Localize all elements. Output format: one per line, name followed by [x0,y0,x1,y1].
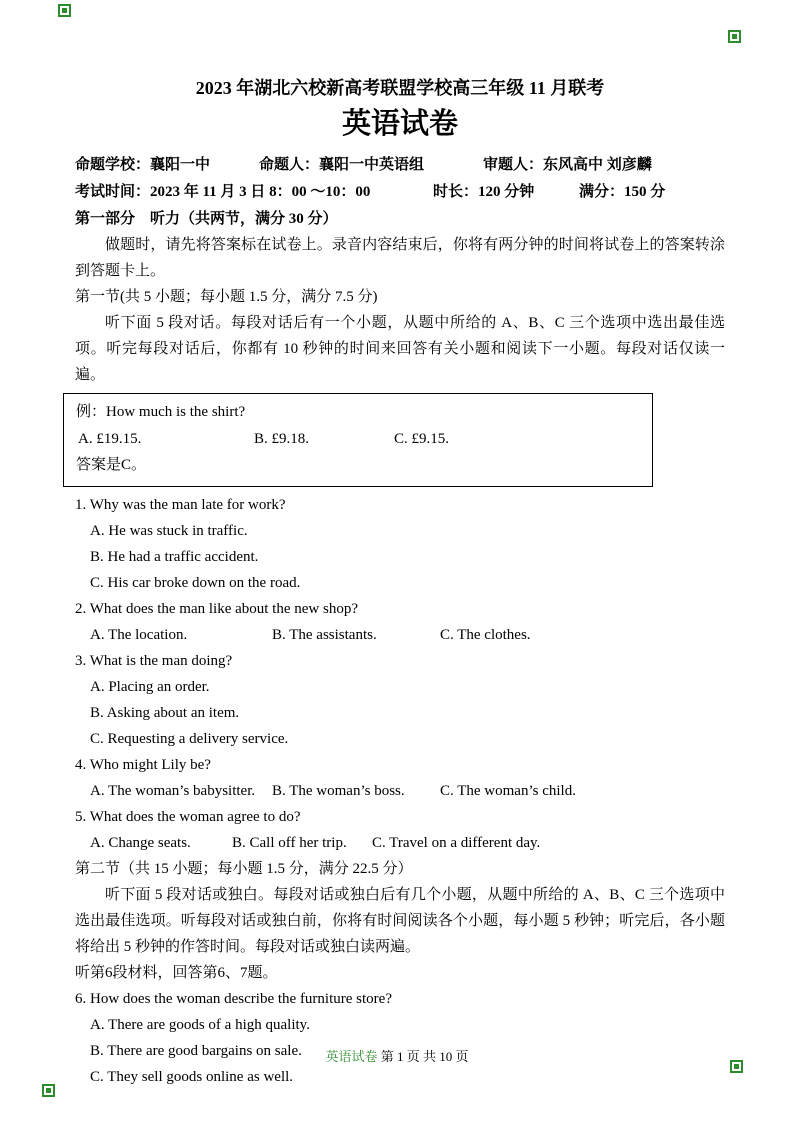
registration-mark-top-right [728,30,741,43]
question-2-text: 2. What does the man like about the new shop? [75,601,358,617]
exam-time: 考试时间：2023 年 11 月 3 日 8：00 ～10：00 [75,184,371,200]
question-4 [75,752,725,804]
page-footer [0,1048,794,1066]
question-2-option-b: B. The assistants. [272,627,377,643]
section1-instructions: 听下面 5 段对话。每段对话后有一个小题，从题中所给的 A、B、C 三个选项中选出最佳选项。听完每段对话后，你都有 10 秒钟的时间来回答有关小题和阅读下一小题。每段对话仅读一遍。 [75,315,725,383]
question-6-option-c: C. They sell goods online as well. [90,1069,294,1085]
question-3 [75,648,725,752]
question-3-option-a: A. Placing an order. [90,679,210,695]
example-question: 例：How much is the shirt? [76,404,246,420]
section1-heading: 第一节(共 5 小题；每小题 1.5 分，满分 7.5 分) [75,289,378,305]
question-6 [75,986,725,1090]
question-3-option-c: C. Requesting a delivery service. [90,731,289,747]
section2-heading: 第二节（共 15 小题；每小题 1.5 分，满分 22.5 分） [75,861,413,877]
question-5-text: 5. What does the woman agree to do? [75,809,301,825]
question-1-option-b: B. He had a traffic accident. [90,549,259,565]
question-5-options-row [75,830,725,856]
question-4-text: 4. Who might Lily be? [75,757,211,773]
reviewer: 审题人：东风高中 刘彦麟 [483,157,652,173]
registration-mark-top-left [58,4,71,17]
question-5-option-c: C. Travel on a different day. [372,835,541,851]
exam-duration: 时长：120 分钟 [433,184,535,200]
proposer: 命题人：襄阳一中英语组 [259,157,425,173]
material6-note: 听第6段材料，回答第6、7题。 [75,965,278,981]
example-option-a: A. £19.15. [78,431,142,447]
question-4-option-a: A. The woman’s babysitter. [90,783,256,799]
question-4-option-c: C. The woman’s child. [440,783,576,799]
example-answer: 答案是C。 [76,457,147,473]
question-6-option-b: B. There are good bargains on sale. [90,1043,302,1059]
question-3-option-b: B. Asking about an item. [90,705,240,721]
example-option-c: C. £9.15. [394,431,450,447]
question-5-option-b: B. Call off her trip. [232,835,347,851]
exam-info-row-2 [75,179,725,206]
question-1-option-a: A. He was stuck in traffic. [90,523,248,539]
question-6-option-a: A. There are goods of a high quality. [90,1017,310,1033]
question-5 [75,804,725,856]
exam-content [75,76,725,1090]
part1-note: 做题时，请先将答案标在试卷上。录音内容结束后，你将有两分钟的时间将试卷上的答案转涂到答题卡上。 [75,237,725,279]
footer-exam-label: 英语试卷 [325,1049,378,1064]
question-1 [75,492,725,596]
registration-mark-bottom-left [42,1084,55,1097]
example-box [63,393,653,487]
question-5-option-a: A. Change seats. [90,835,191,851]
exam-title-line: 2023 年湖北六校新高考联盟学校高三年级 11 月联考 [195,78,605,98]
proposing-school: 命题学校：襄阳一中 [75,157,211,173]
part1-heading: 第一部分 听力（共两节，满分 30 分） [75,211,338,227]
question-2-option-c: C. The clothes. [440,627,531,643]
question-1-text: 1. Why was the man late for work? [75,497,286,513]
question-2-options-row [75,622,725,648]
question-2 [75,596,725,648]
example-options-row [76,426,640,452]
example-option-b: B. £9.18. [254,431,310,447]
question-4-options-row [75,778,725,804]
section2-instructions: 听下面 5 段对话或独白。每段对话或独白后有几个小题，从题中所给的 A、B、C 三个选项中选出最佳选项。听每段对话或独白前，你将有时间阅读各个小题，每小题 5 秒钟；听完后，各小题将给出 5 秒钟的作答时间。每段对话或独白读两遍。 [75,887,725,955]
footer-page-info: 第 1 页 共 10 页 [380,1049,469,1064]
exam-info-row-1 [75,152,725,179]
question-6-text: 6. How does the woman describe the furniture store? [75,991,392,1007]
exam-full-score: 满分：150 分 [579,184,666,200]
question-1-option-c: C. His car broke down on the road. [90,575,301,591]
exam-title: 英语试卷 [341,108,458,140]
question-3-text: 3. What is the man doing? [75,653,233,669]
question-4-option-b: B. The woman’s boss. [272,783,405,799]
question-2-option-a: A. The location. [90,627,188,643]
